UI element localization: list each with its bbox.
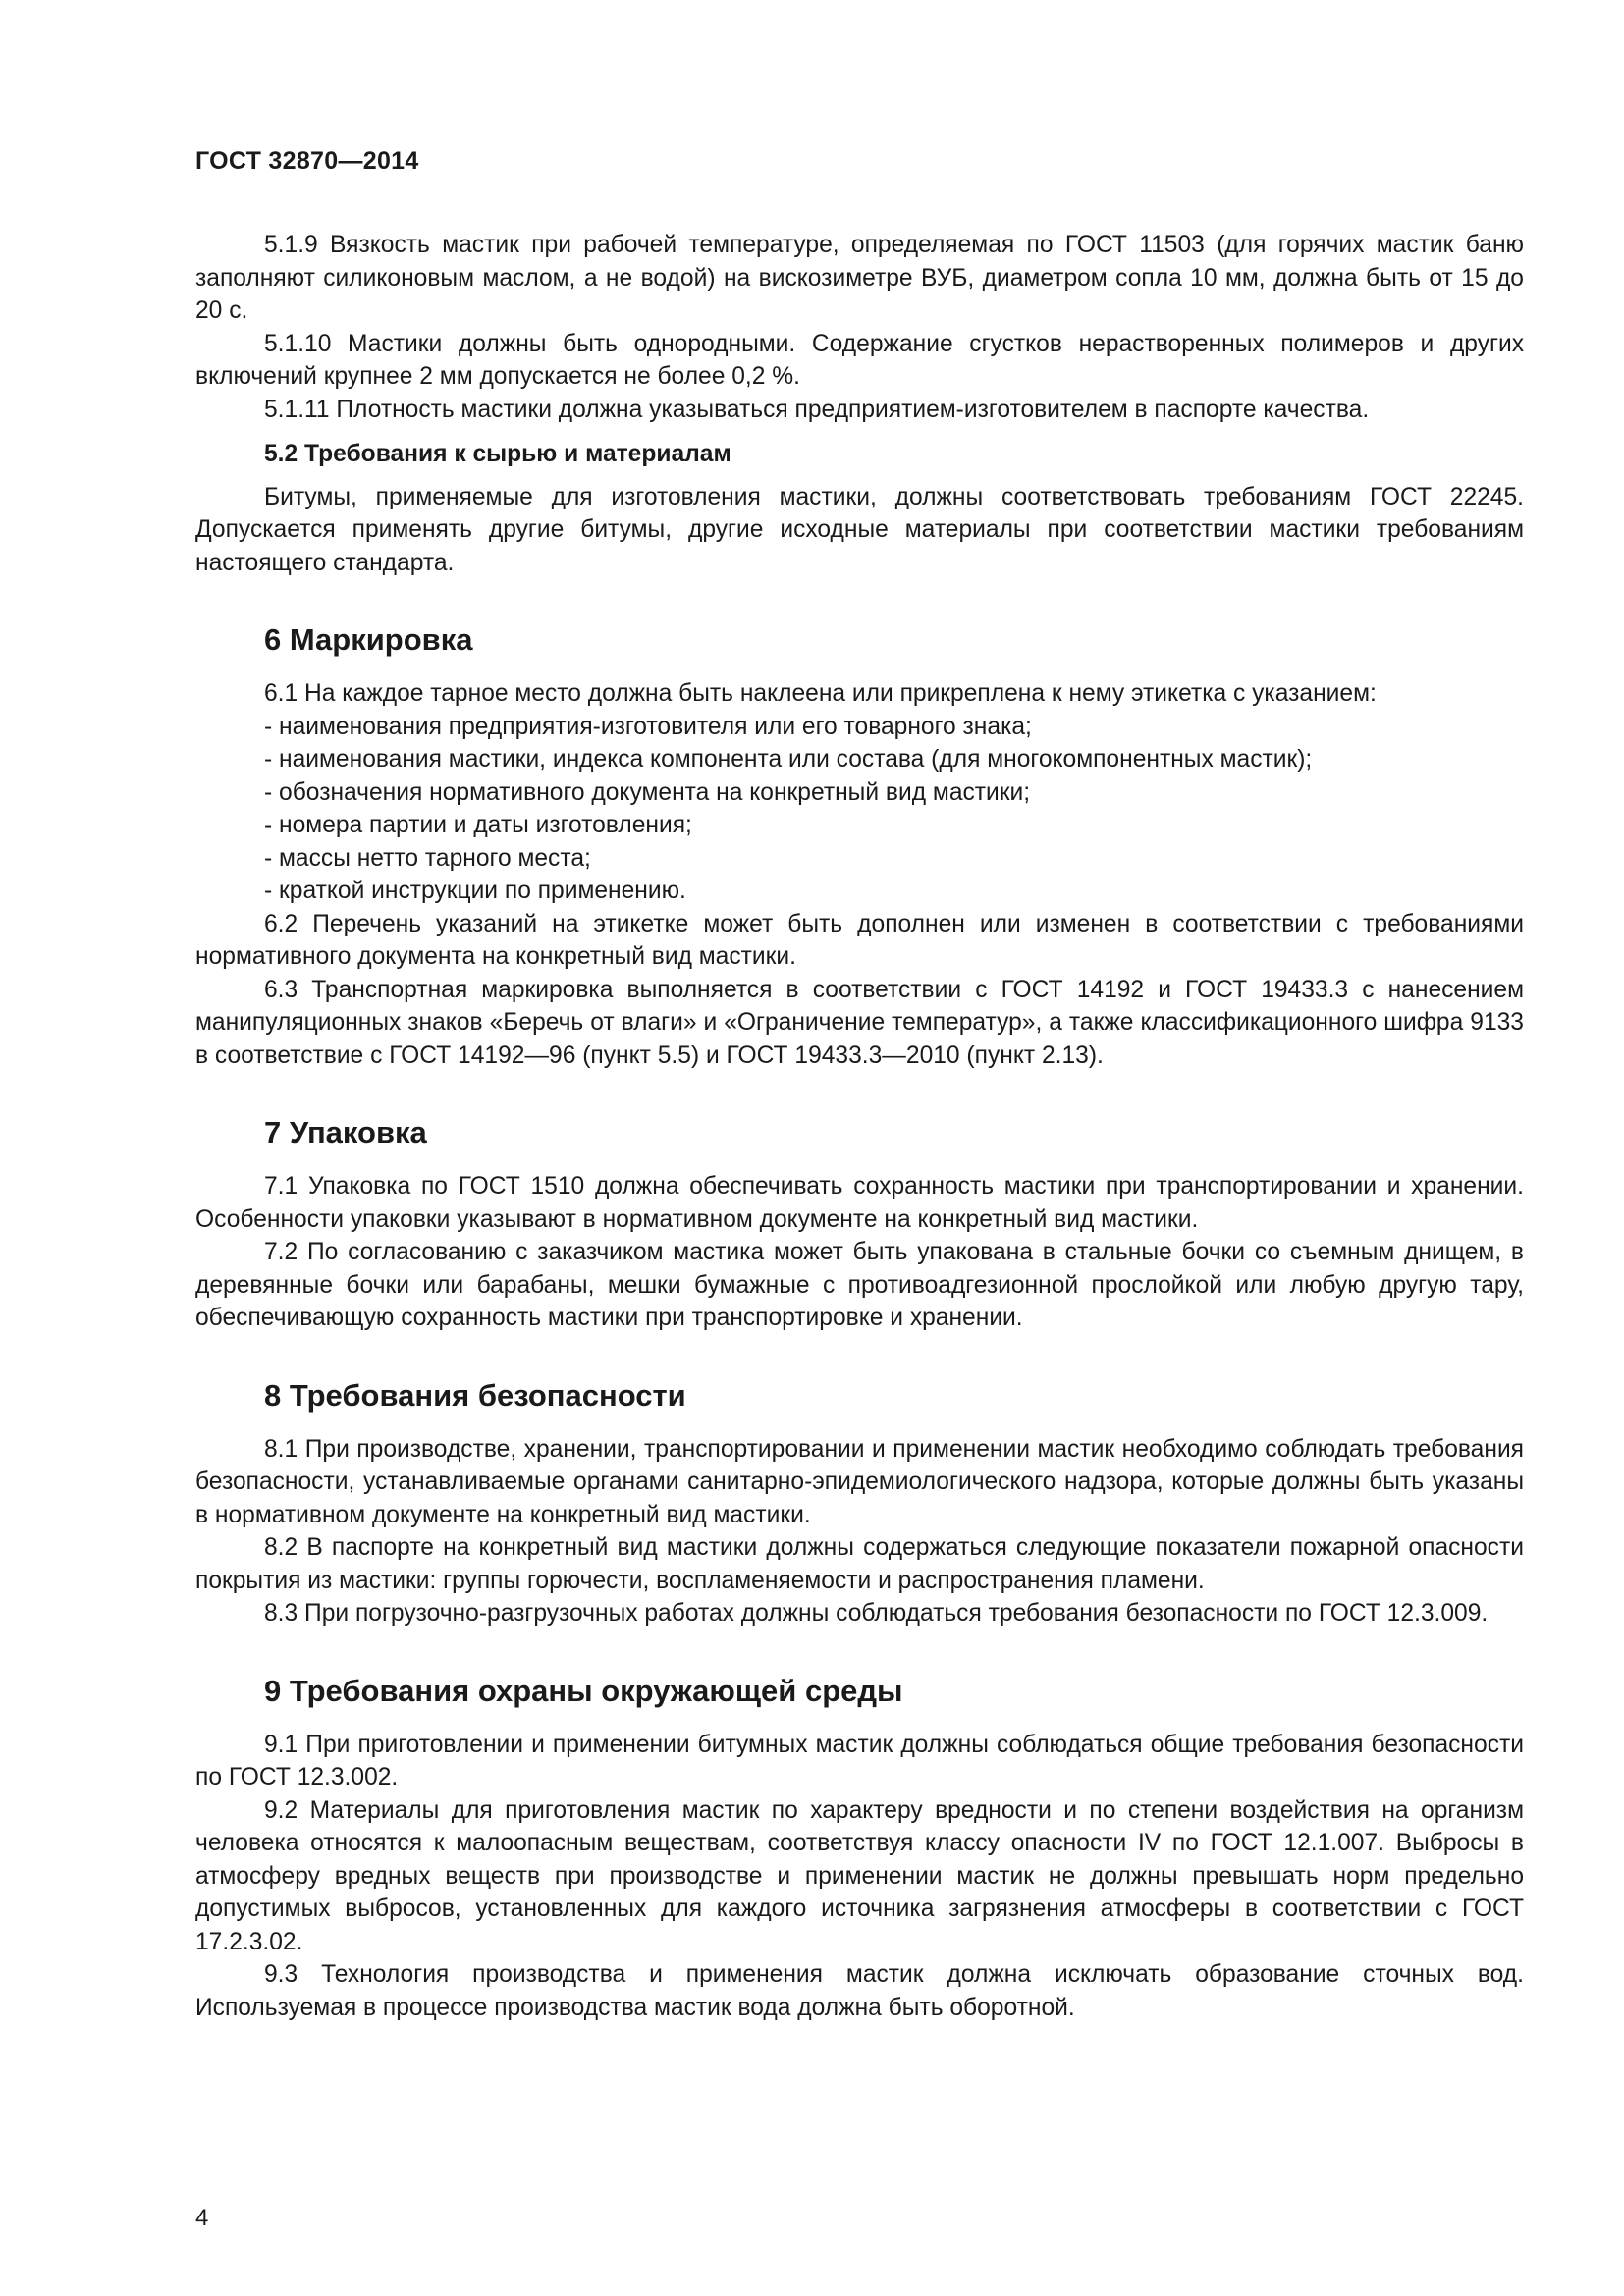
- clause-7-1: 7.1 Упаковка по ГОСТ 1510 должна обеспечивать сохранность мастики при транспортировании и хранении. Особенности упаковки указывают в нормативном документе на конкретный вид мастики.: [195, 1173, 1524, 1233]
- clause-6-1: 6.1 На каждое тарное место должна быть наклеена или прикреплена к нему этикетка с указанием:: [264, 680, 1377, 707]
- section-7-heading: 7 Упаковка: [264, 1115, 427, 1149]
- list-item: - массы нетто тарного места;: [264, 844, 591, 872]
- section-8-heading: 8 Требования безопасности: [264, 1377, 686, 1413]
- clause-5-2-text: Битумы, применяемые для изготовления мастики, должны соответствовать требованиям ГОСТ 22245. Допускается применять другие битумы, другие исходные материалы при соответствии мастики требованиям настоящего стандарта.: [195, 483, 1524, 576]
- section-9-heading: 9 Требования охраны окружающей среды: [264, 1673, 903, 1708]
- list-item: - наименования мастики, индекса компонента или состава (для многокомпонентных мастик);: [264, 746, 1313, 773]
- clause-8-3: 8.3 При погрузочно-разгрузочных работах должны соблюдаться требования безопасности по ГОСТ 12.3.009.: [264, 1600, 1489, 1627]
- list-item: - номера партии и даты изготовления;: [264, 812, 692, 838]
- clause-9-2: 9.2 Материалы для приготовления мастик по характеру вредности и по степени воздействия на организм человека относятся к малоопасным веществам, соответствуя классу опасности IV по ГОСТ 12.1.007. Выбросы в атмосферу вредных веществ при производстве и применении мастик не должны превышать норм предельно допустимых выбросов, установленных для каждого источника загрязнения атмосферы в соответствии с ГОСТ 17.2.3.02.: [195, 1796, 1524, 1955]
- clause-6-2: 6.2 Перечень указаний на этикетке может быть дополнен или изменен в соответствии с требованиями нормативного документа на конкретный вид мастики.: [195, 910, 1524, 970]
- page-content: [195, 229, 1524, 2024]
- list-item: - краткой инструкции по применению.: [264, 878, 686, 904]
- page-number: 4: [195, 2205, 209, 2231]
- subsection-5-2-heading: 5.2 Требования к сырью и материалам: [264, 441, 731, 467]
- clause-6-3: 6.3 Транспортная маркировка выполняется в соответствии с ГОСТ 14192 и ГОСТ 19433.3 с нанесением манипуляционных знаков «Беречь от влаги» и «Ограничение температур», а также классификационного шифра 9133 в соответствие с ГОСТ 14192—96 (пункт 5.5) и ГОСТ 19433.3—2010 (пункт 2.13).: [195, 976, 1524, 1069]
- clause-8-1: 8.1 При производстве, хранении, транспортировании и применении мастик необходимо соблюдать требования безопасности, устанавливаемые органами санитарно-эпидемиологического надзора, которые должны быть указаны в нормативном документе на конкретный вид мастики.: [195, 1435, 1524, 1528]
- clause-5-1-9: 5.1.9 Вязкость мастик при рабочей температуре, определяемая по ГОСТ 11503 (для горячих мастик баню заполняют силиконовым маслом, а не водой) на вискозиметре ВУБ, диаметром сопла 10 мм, должна быть от 15 до 20 с.: [195, 232, 1524, 324]
- clause-9-1: 9.1 При приготовлении и применении битумных мастик должны соблюдаться общие требования безопасности по ГОСТ 12.3.002.: [195, 1731, 1524, 1790]
- clause-9-3: 9.3 Технология производства и применения мастик должна исключать образование сточных вод. Используемая в процессе производства мастик вода должна быть оборотной.: [195, 1961, 1524, 2021]
- clause-7-2: 7.2 По согласованию с заказчиком мастика может быть упакована в стальные бочки со съемным днищем, в деревянные бочки или барабаны, мешки бумажные с противоадгезионной прослойкой или любую другую тару, обеспечивающую сохранность мастики при транспортировке и хранении.: [195, 1239, 1524, 1331]
- list-item: - наименования предприятия-изготовителя или его товарного знака;: [264, 713, 1032, 740]
- section-6-heading: 6 Маркировка: [264, 622, 473, 657]
- clause-5-1-11: 5.1.11 Плотность мастики должна указываться предприятием-изготовителем в паспорте качества.: [264, 396, 1370, 423]
- document-id-header: ГОСТ 32870—2014: [195, 147, 419, 175]
- list-item: - обозначения нормативного документа на конкретный вид мастики;: [264, 778, 1031, 806]
- clause-8-2: 8.2 В паспорте на конкретный вид мастики должны содержаться следующие показатели пожарной опасности покрытия из мастики: группы горючести, воспламеняемости и распространения пламени.: [195, 1534, 1524, 1594]
- clause-5-1-10: 5.1.10 Мастики должны быть однородными. Содержание сгустков нерастворенных полимеров и других включений крупнее 2 мм допускается не более 0,2 %.: [195, 330, 1524, 390]
